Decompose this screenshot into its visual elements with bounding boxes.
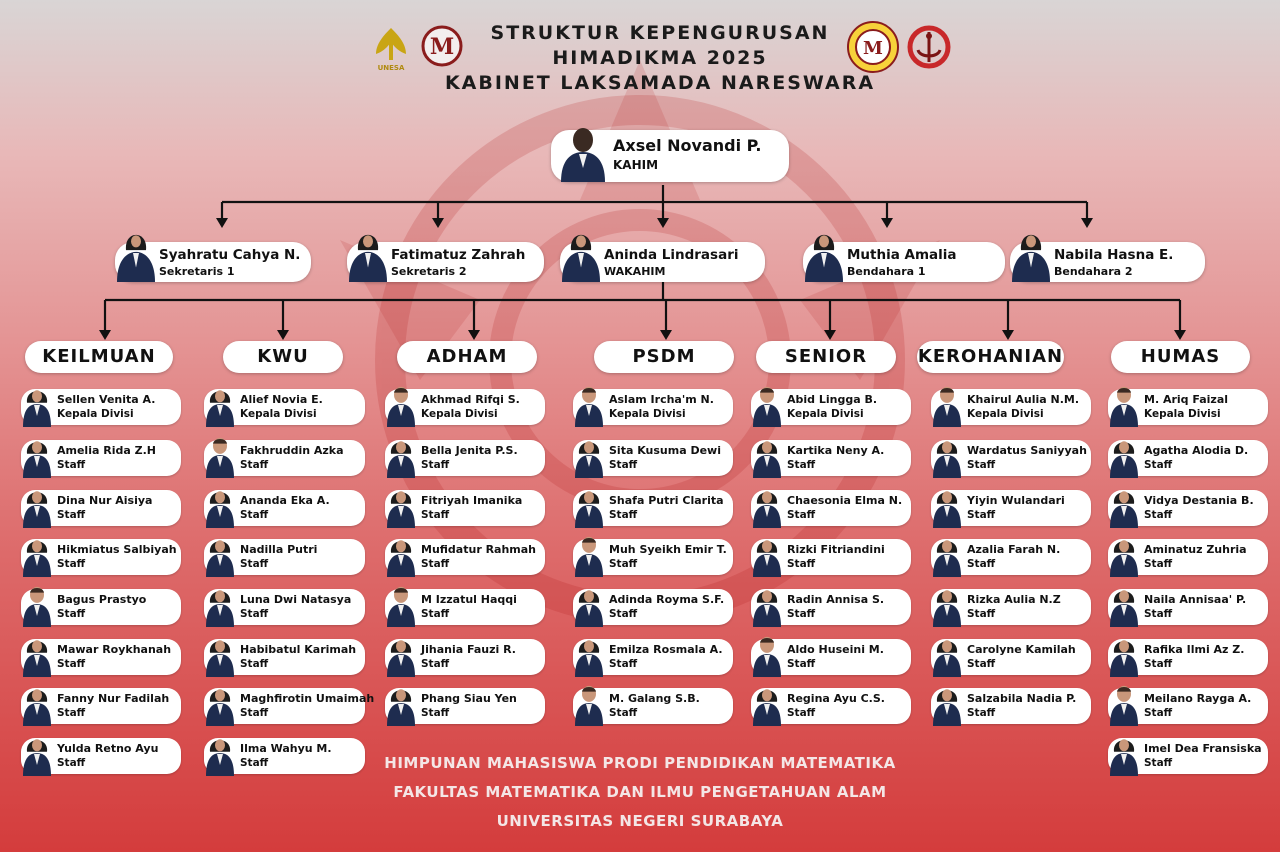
member-role: Staff — [609, 608, 638, 620]
person-photo — [1108, 533, 1140, 577]
member-card — [1108, 589, 1268, 625]
person-photo — [21, 484, 53, 528]
division-label: HUMAS — [1111, 341, 1250, 373]
member-role: Staff — [57, 459, 86, 471]
member-role: Staff — [1144, 459, 1173, 471]
member-card — [573, 639, 733, 675]
division-label: SENIOR — [756, 341, 896, 373]
member-card — [751, 490, 911, 526]
member-role: Staff — [240, 558, 269, 570]
leader-role: Bendahara 2 — [1054, 265, 1133, 278]
member-name: Shafa Putri Clarita — [609, 494, 724, 507]
fmipa-logo-letter: M — [863, 38, 883, 59]
member-name: Radin Annisa S. — [787, 593, 885, 606]
person-photo — [751, 533, 783, 577]
person-photo — [1108, 732, 1140, 776]
person-photo — [21, 533, 53, 577]
member-name: Carolyne Kamilah — [967, 643, 1076, 656]
person-photo — [385, 633, 417, 677]
footer-line-2: FAKULTAS MATEMATIKA DAN ILMU PENGETAHUAN ALAM — [393, 783, 887, 801]
member-role: Kepala Divisi — [1144, 408, 1221, 420]
leader-name: Nabila Hasna E. — [1054, 247, 1174, 263]
member-name: Alief Novia E. — [240, 393, 323, 406]
member-card — [204, 639, 365, 675]
member-card — [751, 440, 911, 476]
person-photo — [385, 583, 417, 627]
member-role: Staff — [967, 558, 996, 570]
member-card — [204, 688, 375, 724]
member-name: Khairul Aulia N.M. — [967, 393, 1080, 406]
member-card — [1108, 688, 1268, 724]
person-photo — [1108, 633, 1140, 677]
leader-name: Syahratu Cahya N. — [159, 247, 301, 263]
leader-name: Axsel Novandi P. — [613, 136, 762, 155]
member-name: Vidya Destania B. — [1144, 494, 1254, 507]
member-role: Kepala Divisi — [609, 408, 686, 420]
member-name: Luna Dwi Natasya — [240, 593, 352, 606]
member-role: Staff — [1144, 658, 1173, 670]
member-role: Staff — [1144, 509, 1173, 521]
member-name: Muh Syeikh Emir T. — [609, 543, 727, 556]
person-photo — [385, 383, 417, 427]
member-role: Staff — [421, 707, 450, 719]
person-photo — [1010, 224, 1052, 282]
member-name: Chaesonia Elma N. — [787, 494, 903, 507]
member-card — [21, 440, 181, 476]
member-card — [1108, 440, 1268, 476]
person-photo — [573, 682, 605, 726]
person-photo — [931, 682, 963, 726]
member-role: Staff — [787, 558, 816, 570]
member-name: Fakhruddin Azka — [240, 444, 344, 457]
member-card — [21, 490, 181, 526]
person-photo — [1108, 434, 1140, 478]
member-name: Salzabila Nadia P. — [967, 692, 1077, 705]
member-role: Staff — [240, 757, 269, 769]
member-role: Staff — [787, 459, 816, 471]
person-photo — [573, 383, 605, 427]
chart-title-line-1: STRUKTUR KEPENGURUSAN — [490, 22, 830, 44]
member-name: Rafika Ilmi Az Z. — [1144, 643, 1245, 656]
member-name: Aminatuz Zuhria — [1144, 543, 1247, 556]
member-name: Jihania Fauzi R. — [421, 643, 516, 656]
member-card — [573, 389, 733, 425]
member-card — [751, 639, 911, 675]
member-card — [21, 688, 181, 724]
member-role: Staff — [967, 608, 996, 620]
member-role: Staff — [421, 459, 450, 471]
person-photo — [803, 224, 845, 282]
person-photo — [560, 224, 602, 282]
member-name: Bella Jenita P.S. — [421, 444, 518, 457]
person-photo — [21, 434, 53, 478]
person-photo — [557, 124, 609, 182]
member-role: Staff — [967, 509, 996, 521]
member-role: Staff — [787, 658, 816, 670]
person-photo — [573, 434, 605, 478]
member-role: Staff — [1144, 707, 1173, 719]
member-card — [751, 539, 911, 575]
member-card — [1108, 738, 1268, 774]
member-card — [385, 639, 545, 675]
member-name: Regina Ayu C.S. — [787, 692, 885, 705]
member-card — [751, 688, 911, 724]
member-name: Adinda Royma S.F. — [609, 593, 725, 606]
person-photo — [204, 383, 236, 427]
member-card — [931, 389, 1091, 425]
member-name: Rizka Aulia N.Z — [967, 593, 1061, 606]
member-card — [204, 490, 365, 526]
member-card — [573, 440, 733, 476]
person-photo — [931, 583, 963, 627]
member-name: Fitriyah Imanika — [421, 494, 523, 507]
member-card — [385, 490, 545, 526]
member-role: Kepala Divisi — [421, 408, 498, 420]
member-role: Staff — [57, 658, 86, 670]
member-name: Hikmiatus Salbiyah — [57, 543, 177, 556]
person-photo — [21, 633, 53, 677]
leader-card — [803, 242, 1005, 282]
person-photo — [573, 633, 605, 677]
person-photo — [1108, 682, 1140, 726]
member-role: Staff — [57, 509, 86, 521]
member-card — [1108, 389, 1268, 425]
member-role: Staff — [421, 509, 450, 521]
member-role: Staff — [1144, 608, 1173, 620]
member-card — [385, 539, 545, 575]
chart-title-line-2: HIMADIKMA 2025 — [552, 47, 768, 69]
leader-role: WAKAHIM — [604, 265, 666, 278]
member-card — [931, 688, 1091, 724]
member-card — [573, 688, 733, 724]
member-card — [931, 589, 1091, 625]
member-role: Staff — [57, 608, 86, 620]
member-name: Akhmad Rifqi S. — [421, 393, 520, 406]
member-card — [931, 440, 1091, 476]
member-name: Kartika Neny A. — [787, 444, 885, 457]
person-photo — [204, 682, 236, 726]
member-role: Staff — [787, 608, 816, 620]
member-name: Nadilla Putri — [240, 543, 318, 556]
person-photo — [204, 434, 236, 478]
member-name: Aslam Ircha'm N. — [609, 393, 714, 406]
member-role: Staff — [967, 658, 996, 670]
member-name: Habibatul Karimah — [240, 643, 357, 656]
member-role: Kepala Divisi — [787, 408, 864, 420]
member-name: Mawar Roykhanah — [57, 643, 172, 656]
person-photo — [931, 434, 963, 478]
person-photo — [931, 383, 963, 427]
person-photo — [385, 484, 417, 528]
member-name: Abid Lingga B. — [787, 393, 878, 406]
member-name: Phang Siau Yen — [421, 692, 517, 705]
person-photo — [385, 434, 417, 478]
member-role: Staff — [967, 459, 996, 471]
member-name: Yiyin Wulandari — [967, 494, 1065, 507]
member-role: Staff — [1144, 757, 1173, 769]
member-name: Sellen Venita A. — [57, 393, 156, 406]
member-role: Staff — [967, 707, 996, 719]
person-photo — [115, 224, 157, 282]
member-card — [204, 440, 365, 476]
person-photo — [204, 583, 236, 627]
member-name: Dina Nur Aisiya — [57, 494, 153, 507]
member-card — [385, 389, 545, 425]
member-name: Wardatus Saniyyah — [967, 444, 1087, 457]
member-role: Staff — [609, 707, 638, 719]
member-card — [931, 639, 1091, 675]
unesa-logo-text: UNESA — [377, 64, 405, 72]
footer-line-1: HIMPUNAN MAHASISWA PRODI PENDIDIKAN MATEMATIKA — [384, 754, 896, 772]
member-name: Azalia Farah N. — [967, 543, 1061, 556]
himadikma-logo-letter: M — [429, 34, 455, 60]
member-card — [204, 539, 365, 575]
member-role: Staff — [421, 658, 450, 670]
footer-line-3: UNIVERSITAS NEGERI SURABAYA — [496, 812, 784, 830]
member-card — [385, 440, 545, 476]
leader-card-kahim — [551, 130, 789, 182]
member-name: Mufidatur Rahmah — [421, 543, 537, 556]
person-photo — [931, 484, 963, 528]
person-photo — [347, 224, 389, 282]
member-role: Staff — [787, 707, 816, 719]
person-photo — [751, 583, 783, 627]
member-role: Kepala Divisi — [57, 408, 134, 420]
leader-role: Bendahara 1 — [847, 265, 926, 278]
member-card — [1108, 539, 1268, 575]
person-photo — [751, 434, 783, 478]
person-photo — [21, 383, 53, 427]
member-role: Staff — [421, 558, 450, 570]
division-label: PSDM — [594, 341, 734, 373]
member-name: Amelia Rida Z.H — [57, 444, 156, 457]
member-name: Fanny Nur Fadilah — [57, 692, 170, 705]
division-label: KEILMUAN — [25, 341, 173, 373]
person-photo — [204, 633, 236, 677]
member-name: Aldo Huseini M. — [787, 643, 884, 656]
member-card — [751, 389, 911, 425]
person-photo — [573, 583, 605, 627]
person-photo — [1108, 484, 1140, 528]
member-role: Staff — [609, 558, 638, 570]
member-role: Kepala Divisi — [240, 408, 317, 420]
member-name: Meilano Rayga A. — [1144, 692, 1252, 705]
member-role: Staff — [1144, 558, 1173, 570]
person-photo — [573, 484, 605, 528]
leader-name: Muthia Amalia — [847, 247, 957, 263]
member-name: Sita Kusuma Dewi — [609, 444, 721, 457]
member-card — [21, 539, 181, 575]
member-name: Rizki Fitriandini — [787, 543, 885, 556]
member-card — [573, 539, 733, 575]
leader-name: Aninda Lindrasari — [604, 247, 739, 263]
leader-card — [1010, 242, 1205, 282]
division-label: ADHAM — [397, 341, 537, 373]
member-card — [385, 589, 545, 625]
person-photo — [573, 533, 605, 577]
member-role: Staff — [787, 509, 816, 521]
person-photo — [1108, 383, 1140, 427]
member-role: Staff — [609, 658, 638, 670]
division-label: KWU — [223, 341, 343, 373]
member-card — [204, 589, 365, 625]
member-card — [21, 389, 181, 425]
member-role: Kepala Divisi — [967, 408, 1044, 420]
member-name: Bagus Prastyo — [57, 593, 147, 606]
person-photo — [931, 633, 963, 677]
member-card — [385, 688, 545, 724]
member-card — [21, 589, 181, 625]
person-photo — [751, 682, 783, 726]
member-card — [931, 490, 1091, 526]
member-role: Staff — [421, 608, 450, 620]
chart-title-line-3: KABINET LAKSAMADA NARESWARA — [444, 72, 876, 94]
member-name: M Izzatul Haqqi — [421, 593, 517, 606]
member-name: Maghfirotin Umaimah — [240, 692, 375, 705]
member-name: Naila Annisaa' P. — [1144, 593, 1247, 606]
member-name: Emilza Rosmala A. — [609, 643, 723, 656]
person-photo — [751, 484, 783, 528]
leader-role: KAHIM — [613, 158, 659, 172]
person-photo — [21, 732, 53, 776]
leader-card — [560, 242, 765, 282]
leader-role: Sekretaris 1 — [159, 265, 235, 278]
member-role: Staff — [240, 509, 269, 521]
person-photo — [1108, 583, 1140, 627]
person-photo — [385, 533, 417, 577]
member-name: Yulda Retno Ayu — [57, 742, 159, 755]
leader-card — [347, 242, 544, 282]
member-role: Staff — [609, 459, 638, 471]
member-card — [751, 589, 911, 625]
person-photo — [21, 682, 53, 726]
leader-name: Fatimatuz Zahrah — [391, 247, 526, 263]
member-card — [204, 389, 365, 425]
person-photo — [204, 484, 236, 528]
member-name: Imel Dea Fransiska — [1144, 742, 1262, 755]
member-card — [573, 589, 733, 625]
member-card — [573, 490, 733, 526]
member-role: Staff — [240, 459, 269, 471]
person-photo — [204, 533, 236, 577]
person-photo — [931, 533, 963, 577]
member-role: Staff — [57, 757, 86, 769]
member-card — [1108, 490, 1268, 526]
member-role: Staff — [57, 558, 86, 570]
member-name: M. Galang S.B. — [609, 692, 700, 705]
member-role: Staff — [609, 509, 638, 521]
division-label: KEROHANIAN — [917, 341, 1064, 373]
person-photo — [385, 682, 417, 726]
person-photo — [751, 383, 783, 427]
member-role: Staff — [240, 608, 269, 620]
member-card — [931, 539, 1091, 575]
member-role: Staff — [57, 707, 86, 719]
member-name: Agatha Alodia D. — [1144, 444, 1249, 457]
leader-card — [115, 242, 311, 282]
leader-role: Sekretaris 2 — [391, 265, 467, 278]
member-role: Staff — [240, 707, 269, 719]
member-card — [1108, 639, 1268, 675]
member-card — [21, 639, 181, 675]
member-role: Staff — [240, 658, 269, 670]
member-name: Ananda Eka A. — [240, 494, 330, 507]
person-photo — [751, 633, 783, 677]
member-card — [21, 738, 181, 774]
person-photo — [204, 732, 236, 776]
member-name: M. Ariq Faizal — [1144, 393, 1229, 406]
member-name: Ilma Wahyu M. — [240, 742, 332, 755]
person-photo — [21, 583, 53, 627]
